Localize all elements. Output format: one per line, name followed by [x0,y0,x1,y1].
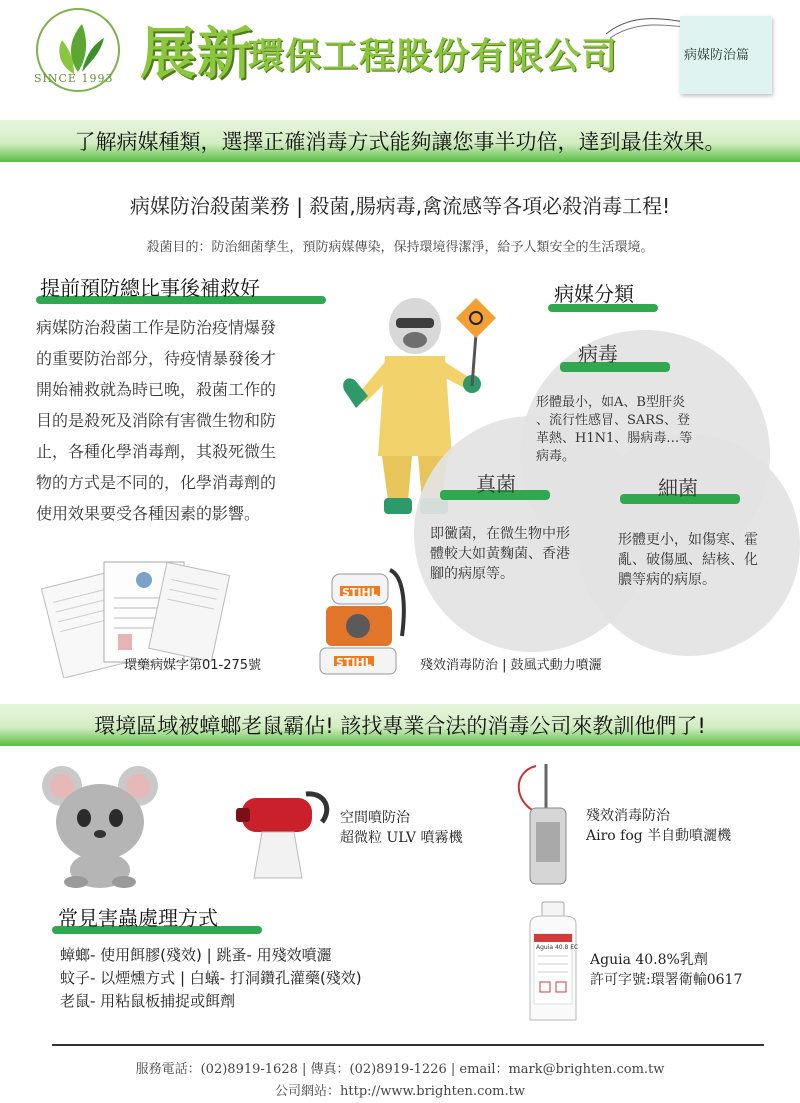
description-line: 、流行性感冒、SARS、登 [536,413,690,428]
sticky-note-label: 病媒防治篇 [684,48,750,63]
pest-treatment-line: 老鼠- 用粘鼠板捕捉或餌劑 [60,992,236,1010]
paragraph-line: 的重要防治部分，待疫情暴發後才 [36,349,277,368]
product-caption-line: Aguia 40.8%乳劑 [590,952,708,968]
description-line: 體較大如黃麴菌、香港 [430,546,570,562]
pest-treatment-line: 蚊子- 以煙燻方式 | 白蟻- 打洞鑽孔灌藥(殘效) [60,969,362,987]
banner-1-text: 了解病媒種類，選擇正確消毒方式能夠讓您事半功倍，達到最佳效果。 [74,130,726,154]
footer-contact: 服務電話：(02)8919-1628 | 傳真：(02)8919-1226 | email：mark@brighten.com.tw [135,1062,665,1077]
airo-caption [586,806,731,846]
ulv-caption-line: 空間噴防治 [340,810,410,826]
virus-title: 病毒 [578,342,618,366]
since-label: SINCE 1993 [34,72,114,85]
footer-website: 公司網站：http://www.brighten.com.tw [275,1084,525,1099]
description-line: 腳的病原等。 [430,566,514,582]
product-caption [590,950,742,990]
prevention-title: 提前預防總比事後補救好 [40,276,260,300]
description-line: 亂、破傷風、結核、化 [618,552,758,568]
description-line: 形體最小，如A、B型肝炎 [536,395,685,410]
airo-caption-line: 殘效消毒防治 [586,808,670,824]
airo-caption-line: Airo fog 半自動噴灑機 [586,828,732,844]
description-line: 病毒。 [536,449,576,464]
service-subtitle: 病媒防治殺菌業務 | 殺菌,腸病毒,禽流感等各項必殺消毒工程! [129,194,671,218]
prevention-paragraph [36,312,326,529]
fungus-description [430,524,570,584]
description-line: 膿等病的病原。 [618,572,716,588]
bacteria-title: 細菌 [658,476,698,500]
mouse-mascot-image [40,762,160,890]
product-caption-line: 許可字號:環署衛輸0617 [590,972,743,988]
bacteria-description [618,530,758,590]
brand-name: 環保工程股份有限公司 [248,36,619,77]
aguia-bottle-image [520,900,586,1026]
stihl-label-bottom: STIHL [336,656,372,669]
paragraph-line: 開始補救就為時已晚，殺菌工作的 [36,380,277,399]
license-caption: 環藥病媒字第01-275號 [124,658,262,673]
sprayer-caption: 殘效消毒防治 | 鼓風式動力噴灑 [420,658,602,673]
pest-treatment-line: 蟑螂- 使用餌膠(殘效) | 跳蚤- 用殘效噴灑 [60,946,332,964]
brand-name-highlight: 展新 [140,22,254,87]
description-line: 革熱、H1N1、腸病毒…等 [536,431,693,446]
paragraph-line: 使用效果要受各種因素的影響。 [36,504,261,523]
footer-divider [52,1044,764,1046]
paragraph-line: 病媒防治殺菌工作是防治疫情爆發 [36,318,277,337]
paragraph-line: 目的是殺死及消除有害微生物和防 [36,411,277,430]
pest-treatment-list [60,944,362,1013]
purpose-text: 殺菌目的：防治細菌孳生，預防病媒傳染，保持環境得潔淨，給予人類安全的生活環境。 [146,240,654,255]
stihl-label-top: STIHL [342,586,378,599]
pests-title: 常見害蟲處理方式 [58,906,218,930]
banner-2-text: 環境區域被蟑螂老鼠霸佔! 該找專業合法的消毒公司來教訓他們了! [94,714,706,738]
fungus-title: 真菌 [476,472,516,496]
paragraph-line: 物的方式是不同的，化學消毒劑的 [36,473,277,492]
ulv-caption-line: 超微粒 ULV 噴霧機 [340,830,463,846]
description-line: 即黴菌，在微生物中形 [430,526,570,542]
virus-description [536,394,692,466]
ulv-fogger-image [236,786,336,882]
description-line: 形體更小，如傷寒、霍 [618,532,758,548]
paragraph-line: 止，各種化學消毒劑，其殺死微生 [36,442,277,461]
classification-title: 病媒分類 [554,282,634,306]
ulv-caption [340,808,462,848]
bottle-label: Aguia 40.8 EC [536,944,579,951]
airo-fog-sprayer-image [506,762,582,892]
